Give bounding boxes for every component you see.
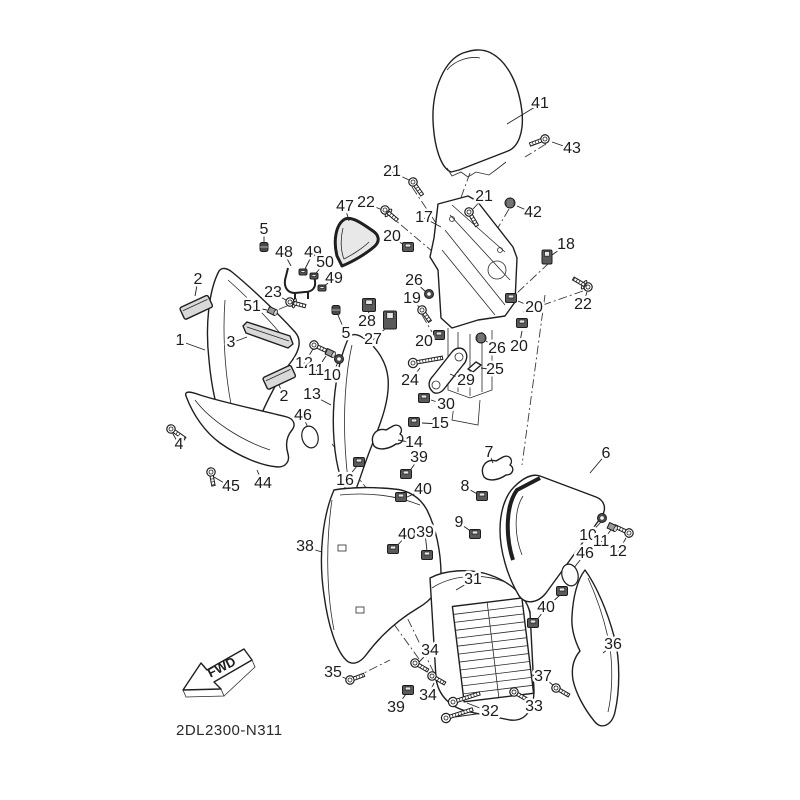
part-label-25: 25 xyxy=(486,361,504,379)
damper-glyph xyxy=(332,306,340,315)
part-label-40: 40 xyxy=(414,481,432,499)
part-label-43: 43 xyxy=(563,140,581,158)
grommet-glyph xyxy=(425,290,434,299)
part-label-47: 47 xyxy=(336,198,354,216)
clip-glyph xyxy=(409,418,420,427)
clip-glyph xyxy=(363,299,376,312)
part-label-26: 26 xyxy=(488,340,506,358)
part-label-46: 46 xyxy=(576,545,594,563)
part-label-20: 20 xyxy=(415,333,433,351)
clip-glyph xyxy=(401,470,412,479)
part-label-17: 17 xyxy=(415,209,433,227)
part-label-11: 11 xyxy=(592,533,610,551)
part-label-18: 18 xyxy=(557,236,575,254)
clip-glyph xyxy=(419,394,430,403)
part-label-20: 20 xyxy=(510,338,528,356)
part-label-49: 49 xyxy=(304,244,322,262)
part-label-10: 10 xyxy=(579,527,597,545)
part-label-5: 5 xyxy=(341,325,351,343)
part-label-20: 20 xyxy=(383,228,401,246)
part-label-40: 40 xyxy=(537,599,555,617)
screw-glyph xyxy=(285,296,307,311)
part-label-50: 50 xyxy=(316,254,334,272)
clip-glyph xyxy=(517,319,528,328)
part-label-42: 42 xyxy=(524,204,542,222)
clip-glyph xyxy=(434,331,445,340)
fwd-arrow xyxy=(183,649,255,697)
part-label-7: 7 xyxy=(484,444,494,462)
part-label-34: 34 xyxy=(421,642,439,660)
screw-glyph xyxy=(550,682,571,699)
part-label-9: 9 xyxy=(454,514,464,532)
clip-glyph xyxy=(470,530,481,539)
grommet-glyph xyxy=(335,355,344,364)
part-label-14: 14 xyxy=(405,434,423,452)
part-label-4: 4 xyxy=(174,436,184,454)
damper-glyph xyxy=(260,243,268,252)
bolt-glyph xyxy=(408,353,444,368)
part-label-34: 34 xyxy=(419,687,437,705)
part-label-36: 36 xyxy=(604,636,622,654)
clip-glyph xyxy=(506,294,517,303)
part-label-39: 39 xyxy=(416,524,434,542)
part-label-33: 33 xyxy=(525,698,543,716)
clip-glyph xyxy=(396,493,407,502)
part-label-5: 5 xyxy=(259,221,269,239)
part-label-12: 12 xyxy=(295,355,313,373)
diagram-code: 2DL2300-N311 xyxy=(176,722,283,739)
clip-glyph xyxy=(403,686,414,695)
clip-glyph xyxy=(384,311,397,329)
clip-glyph xyxy=(354,458,365,467)
clip-glyph xyxy=(299,269,307,275)
part-label-3: 3 xyxy=(226,334,236,352)
part-label-44: 44 xyxy=(254,475,272,493)
part-label-10: 10 xyxy=(323,367,341,385)
clip-glyph xyxy=(477,492,488,501)
part-label-19: 19 xyxy=(403,290,421,308)
part-label-39: 39 xyxy=(410,449,428,467)
part-label-15: 15 xyxy=(431,415,449,433)
part-label-39: 39 xyxy=(387,699,405,717)
part-label-28: 28 xyxy=(358,313,376,331)
clip-glyph xyxy=(388,545,399,554)
part-label-16: 16 xyxy=(336,472,354,490)
part-47-corner-garnish xyxy=(335,218,378,266)
part-label-11: 11 xyxy=(307,362,325,380)
screw-glyph xyxy=(379,204,401,224)
part-label-6: 6 xyxy=(601,445,611,463)
part-38-leg-shield xyxy=(321,488,441,664)
clip-glyph xyxy=(557,587,568,596)
part-label-26: 26 xyxy=(405,272,423,290)
part-label-1: 1 xyxy=(175,332,185,350)
part-label-27: 27 xyxy=(364,331,382,349)
emblem-glyph xyxy=(299,424,320,449)
part-label-35: 35 xyxy=(324,664,342,682)
part-41-windshield xyxy=(433,50,522,177)
part-label-24: 24 xyxy=(401,372,419,390)
part-label-21: 21 xyxy=(475,188,493,206)
clip-glyph xyxy=(542,250,552,264)
clip-glyph xyxy=(528,619,539,628)
grommet-glyph xyxy=(598,514,607,523)
part-label-40: 40 xyxy=(398,526,416,544)
part-label-21: 21 xyxy=(383,163,401,181)
clip-glyph xyxy=(422,551,433,560)
screw-glyph xyxy=(345,671,366,685)
part-label-2: 2 xyxy=(193,271,203,289)
part-label-2: 2 xyxy=(279,388,289,406)
part-label-29: 29 xyxy=(457,372,475,390)
part-label-12: 12 xyxy=(609,543,627,561)
part-label-45: 45 xyxy=(222,478,240,496)
part-label-20: 20 xyxy=(525,299,543,317)
fwd-label: FWD xyxy=(204,653,239,681)
part-label-8: 8 xyxy=(460,478,470,496)
screw-glyph xyxy=(571,274,594,293)
part-label-48: 48 xyxy=(275,244,293,262)
part-label-41: 41 xyxy=(531,95,549,113)
part-label-13: 13 xyxy=(303,386,321,404)
screw-glyph xyxy=(409,657,430,674)
part-label-49: 49 xyxy=(325,270,343,288)
part-label-22: 22 xyxy=(357,194,375,212)
nut-glyph xyxy=(505,198,515,208)
part-label-51: 51 xyxy=(243,298,261,316)
collar-glyph xyxy=(325,349,336,358)
part-label-30: 30 xyxy=(437,396,455,414)
part-label-31: 31 xyxy=(464,571,482,589)
part-label-32: 32 xyxy=(481,703,499,721)
part-label-23: 23 xyxy=(264,284,282,302)
collar-glyph xyxy=(607,523,618,532)
part-label-37: 37 xyxy=(534,668,552,686)
screw-glyph xyxy=(206,467,217,486)
clip-glyph xyxy=(403,243,414,252)
screw-glyph xyxy=(529,134,551,149)
part-label-38: 38 xyxy=(296,538,314,556)
nut-glyph xyxy=(476,333,486,343)
clip-glyph xyxy=(310,273,318,279)
part-label-46: 46 xyxy=(294,407,312,425)
part-label-22: 22 xyxy=(574,296,592,314)
